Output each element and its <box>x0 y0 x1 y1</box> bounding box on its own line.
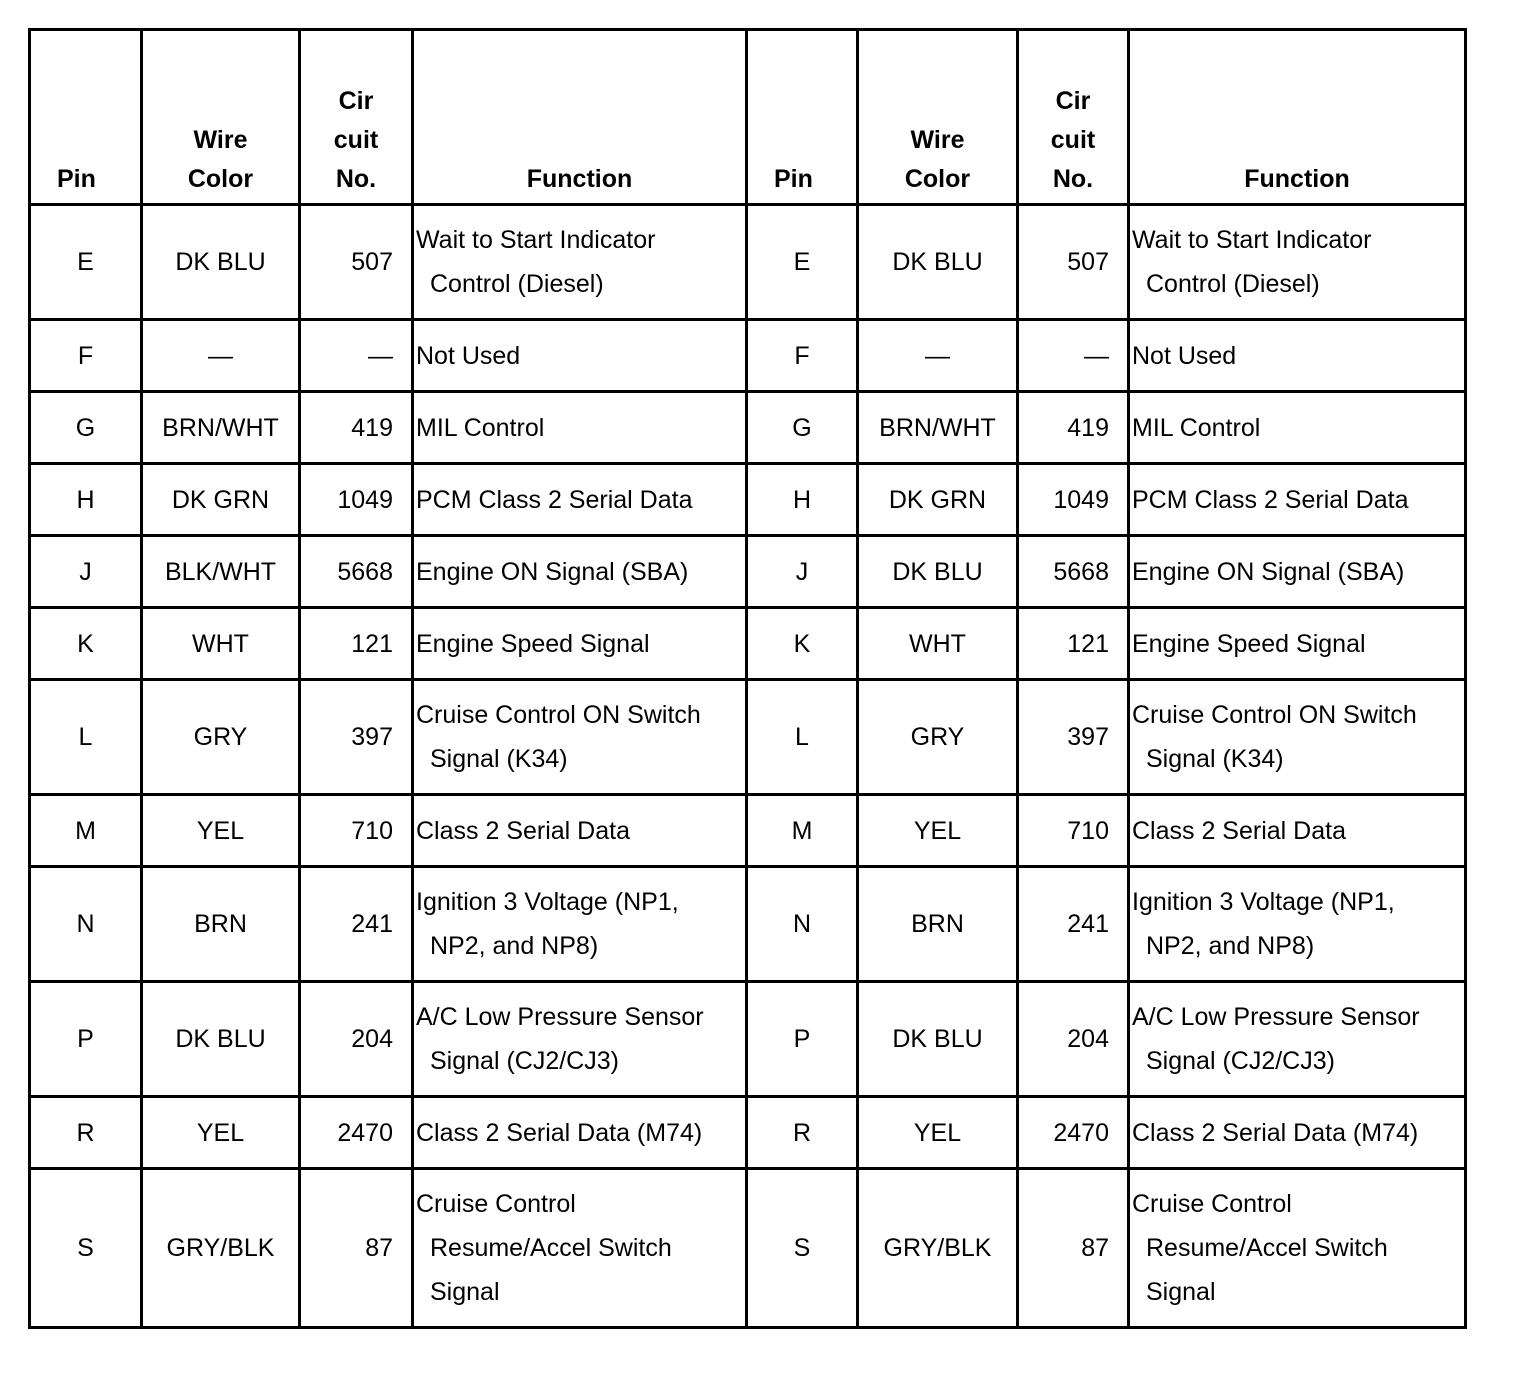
header-circuit-line: No. <box>335 165 377 193</box>
wire-color-cell: WHT <box>142 608 300 680</box>
function-text-line: Signal (K34) <box>1146 745 1284 773</box>
table-row <box>30 608 1466 680</box>
table-row <box>30 680 1466 795</box>
function-cell <box>1129 1169 1466 1328</box>
pin-cell: R <box>30 1097 142 1169</box>
circuit-number-cell: 204 <box>1018 982 1129 1097</box>
function-text-line: Signal <box>430 1278 500 1306</box>
function-text-line: Resume/Accel Switch <box>1146 1234 1388 1262</box>
function-cell <box>1129 982 1466 1097</box>
circuit-number-cell: 121 <box>300 608 413 680</box>
function-cell <box>1129 1097 1466 1169</box>
table-row <box>30 205 1466 320</box>
table-row <box>30 392 1466 464</box>
function-cell <box>1129 392 1466 464</box>
pin-cell: S <box>747 1169 858 1328</box>
pin-cell: G <box>747 392 858 464</box>
function-text-line: Cruise Control <box>416 1190 576 1218</box>
circuit-number-cell: 1049 <box>1018 464 1129 536</box>
circuit-number-cell: 710 <box>300 795 413 867</box>
function-text-line: Engine ON Signal (SBA) <box>1132 557 1405 586</box>
connector-pinout-table <box>28 28 1467 1329</box>
circuit-number-cell: 397 <box>300 680 413 795</box>
circuit-number-cell: 419 <box>1018 392 1129 464</box>
function-cell <box>413 205 747 320</box>
pin-cell: P <box>30 982 142 1097</box>
function-text-line: A/C Low Pressure Sensor <box>416 1003 704 1031</box>
header-wire-color-left <box>142 30 300 205</box>
function-cell <box>413 536 747 608</box>
wire-color-cell: DK BLU <box>142 205 300 320</box>
function-cell <box>1129 867 1466 982</box>
function-cell <box>413 320 747 392</box>
table-row <box>30 320 1466 392</box>
header-pin-left: Pin <box>30 30 142 205</box>
header-wire-color-right <box>858 30 1018 205</box>
pin-cell: N <box>30 867 142 982</box>
table-header <box>30 30 1466 205</box>
pin-cell: J <box>30 536 142 608</box>
function-text-line: Engine Speed Signal <box>416 629 650 658</box>
function-cell <box>413 392 747 464</box>
function-text-line: Ignition 3 Voltage (NP1, <box>416 888 679 916</box>
wire-color-cell: DK BLU <box>858 205 1018 320</box>
function-text-line: Wait to Start Indicator <box>416 226 656 254</box>
header-circuit-line: Cir <box>1055 87 1091 115</box>
pin-cell: K <box>747 608 858 680</box>
circuit-number-cell: 507 <box>300 205 413 320</box>
function-text-line: Class 2 Serial Data (M74) <box>416 1118 703 1147</box>
function-cell <box>1129 608 1466 680</box>
header-wire-color-line: Color <box>187 165 254 193</box>
function-text-line: Class 2 Serial Data <box>416 816 630 845</box>
header-circuit-line: cuit <box>333 126 379 154</box>
function-cell <box>1129 320 1466 392</box>
header-function-left: Function <box>413 30 747 205</box>
circuit-number-cell: 5668 <box>1018 536 1129 608</box>
wire-color-cell: GRY <box>142 680 300 795</box>
wire-color-cell: BRN/WHT <box>142 392 300 464</box>
circuit-number-cell: 710 <box>1018 795 1129 867</box>
wire-color-cell: GRY <box>858 680 1018 795</box>
table-body <box>30 205 1466 1328</box>
function-text-line: Signal (CJ2/CJ3) <box>430 1047 619 1075</box>
circuit-number-cell: 241 <box>1018 867 1129 982</box>
function-cell <box>1129 464 1466 536</box>
pin-cell: N <box>747 867 858 982</box>
circuit-number-cell: 2470 <box>1018 1097 1129 1169</box>
table-row <box>30 867 1466 982</box>
function-text-line: Cruise Control ON Switch <box>1132 701 1417 729</box>
function-text-line: Not Used <box>416 341 521 370</box>
header-circuit-line: cuit <box>1050 126 1096 154</box>
wire-color-cell: DK BLU <box>858 536 1018 608</box>
header-wire-color-line: Color <box>904 165 971 193</box>
pin-cell: L <box>30 680 142 795</box>
wire-color-cell: DK BLU <box>142 982 300 1097</box>
function-text-line: Engine Speed Signal <box>1132 629 1366 658</box>
function-text-line: Signal (K34) <box>430 745 568 773</box>
pin-cell: E <box>30 205 142 320</box>
wire-color-cell: BRN <box>142 867 300 982</box>
function-text-line: MIL Control <box>1132 413 1261 442</box>
wire-color-cell: WHT <box>858 608 1018 680</box>
function-text-line: PCM Class 2 Serial Data <box>416 485 693 514</box>
wire-color-cell: YEL <box>142 1097 300 1169</box>
function-text-line: Class 2 Serial Data (M74) <box>1132 1118 1419 1147</box>
circuit-number-cell: 87 <box>300 1169 413 1328</box>
wire-color-cell: — <box>858 320 1018 392</box>
wire-color-cell: BRN/WHT <box>858 392 1018 464</box>
function-text-line: Not Used <box>1132 341 1237 370</box>
function-text-line: Engine ON Signal (SBA) <box>416 557 689 586</box>
table-row <box>30 1097 1466 1169</box>
pin-cell: S <box>30 1169 142 1328</box>
function-text-line: Ignition 3 Voltage (NP1, <box>1132 888 1395 916</box>
circuit-number-cell: 507 <box>1018 205 1129 320</box>
wire-color-cell: DK BLU <box>858 982 1018 1097</box>
wire-color-cell: BLK/WHT <box>142 536 300 608</box>
function-cell <box>413 680 747 795</box>
function-text-line: Wait to Start Indicator <box>1132 226 1372 254</box>
wire-color-cell: GRY/BLK <box>142 1169 300 1328</box>
wire-color-cell: YEL <box>142 795 300 867</box>
circuit-number-cell: 241 <box>300 867 413 982</box>
header-wire-color-line: Wire <box>193 126 248 154</box>
function-text-line: MIL Control <box>416 413 545 442</box>
circuit-number-cell: 121 <box>1018 608 1129 680</box>
function-cell <box>413 1097 747 1169</box>
function-cell <box>413 464 747 536</box>
pin-cell: H <box>30 464 142 536</box>
function-cell <box>413 1169 747 1328</box>
table-row <box>30 1169 1466 1328</box>
pin-cell: P <box>747 982 858 1097</box>
header-wire-color-line: Wire <box>910 126 965 154</box>
function-cell <box>1129 205 1466 320</box>
circuit-number-cell: — <box>300 320 413 392</box>
function-text-line: Signal (CJ2/CJ3) <box>1146 1047 1335 1075</box>
circuit-number-cell: 419 <box>300 392 413 464</box>
pin-cell: R <box>747 1097 858 1169</box>
function-text-line: NP2, and NP8) <box>1146 932 1315 960</box>
header-circuit-no-left <box>300 30 413 205</box>
wire-color-cell: YEL <box>858 795 1018 867</box>
wire-color-cell: DK GRN <box>858 464 1018 536</box>
circuit-number-cell: 397 <box>1018 680 1129 795</box>
function-cell <box>413 608 747 680</box>
circuit-number-cell: 5668 <box>300 536 413 608</box>
function-text-line: Cruise Control ON Switch <box>416 701 701 729</box>
function-text-line: NP2, and NP8) <box>430 932 599 960</box>
table-row <box>30 536 1466 608</box>
pin-cell: F <box>30 320 142 392</box>
pin-cell: F <box>747 320 858 392</box>
function-cell <box>1129 680 1466 795</box>
function-cell <box>413 867 747 982</box>
table-row <box>30 464 1466 536</box>
function-text-line: PCM Class 2 Serial Data <box>1132 485 1409 514</box>
function-cell <box>413 795 747 867</box>
wire-color-cell: — <box>142 320 300 392</box>
circuit-number-cell: 2470 <box>300 1097 413 1169</box>
table-row <box>30 795 1466 867</box>
header-circuit-line: Cir <box>338 87 374 115</box>
header-pin-right: Pin <box>747 30 858 205</box>
circuit-number-cell: — <box>1018 320 1129 392</box>
wire-color-cell: GRY/BLK <box>858 1169 1018 1328</box>
function-text-line: Class 2 Serial Data <box>1132 816 1346 845</box>
pin-cell: M <box>30 795 142 867</box>
circuit-number-cell: 204 <box>300 982 413 1097</box>
wire-color-cell: BRN <box>858 867 1018 982</box>
pin-cell: L <box>747 680 858 795</box>
function-cell <box>1129 536 1466 608</box>
pin-cell: E <box>747 205 858 320</box>
pin-cell: K <box>30 608 142 680</box>
table-row <box>30 982 1466 1097</box>
function-text-line: Control (Diesel) <box>1146 270 1320 298</box>
wire-color-cell: YEL <box>858 1097 1018 1169</box>
function-text-line: Signal <box>1146 1278 1216 1306</box>
header-circuit-line: No. <box>1052 165 1094 193</box>
circuit-number-cell: 87 <box>1018 1169 1129 1328</box>
function-text-line: A/C Low Pressure Sensor <box>1132 1003 1420 1031</box>
function-text-line: Cruise Control <box>1132 1190 1292 1218</box>
function-cell <box>413 982 747 1097</box>
circuit-number-cell: 1049 <box>300 464 413 536</box>
wire-color-cell: DK GRN <box>142 464 300 536</box>
function-text-line: Resume/Accel Switch <box>430 1234 672 1262</box>
function-text-line: Control (Diesel) <box>430 270 604 298</box>
pin-cell: M <box>747 795 858 867</box>
function-cell <box>1129 795 1466 867</box>
header-function-right: Function <box>1129 30 1466 205</box>
header-circuit-no-right <box>1018 30 1129 205</box>
pin-cell: H <box>747 464 858 536</box>
pin-cell: J <box>747 536 858 608</box>
pin-cell: G <box>30 392 142 464</box>
